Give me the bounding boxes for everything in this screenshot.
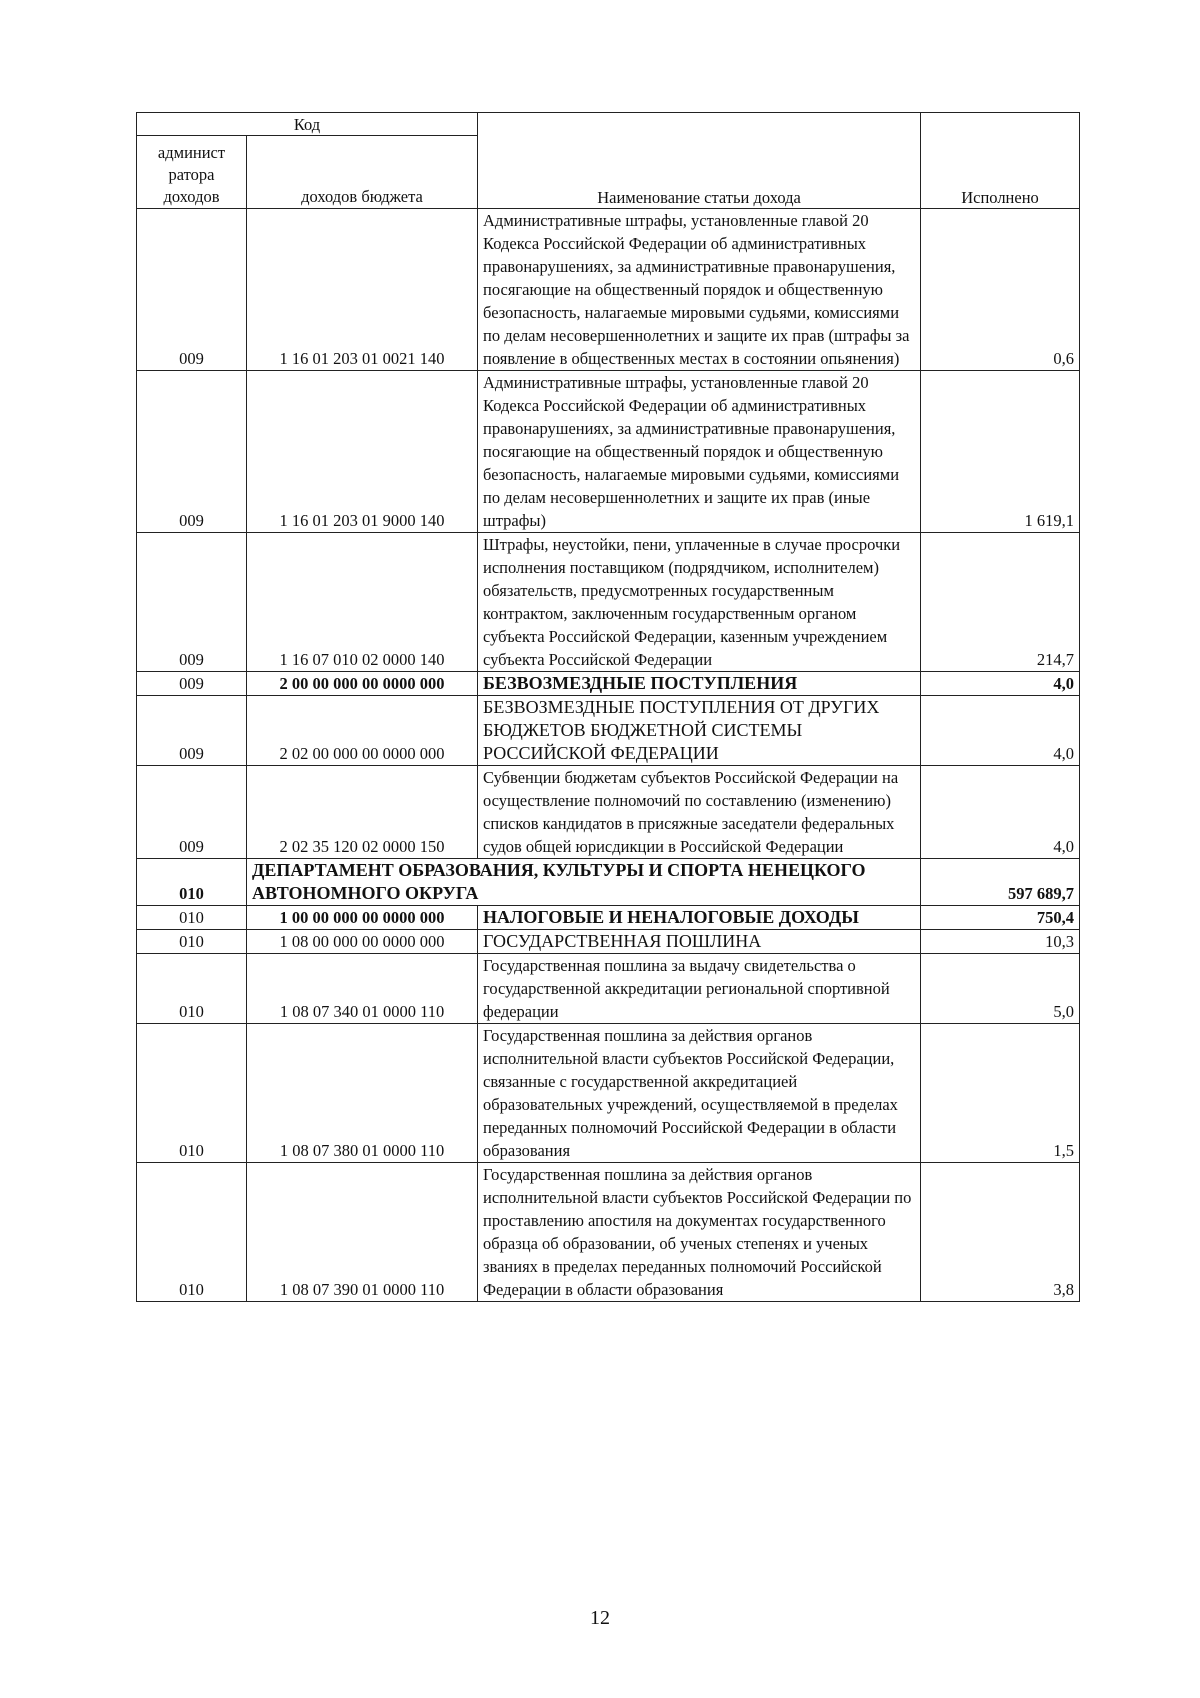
- income-name: ГОСУДАРСТВЕННАЯ ПОШЛИНА: [478, 930, 921, 954]
- executed-value: 597 689,7: [921, 859, 1080, 906]
- income-name: Государственная пошлина за действия органов исполнительной власти субъектов Российской Федерации по проставлению апостиля на документах государственного образца об образовании, об ученых степенях и ученых званиях в пределах переданных полномочий Российской Федерации в области образования: [478, 1163, 921, 1302]
- admin-code: 010: [137, 906, 247, 930]
- income-code: 1 08 07 340 01 0000 110: [247, 954, 478, 1024]
- executed-value: 1,5: [921, 1024, 1080, 1163]
- department-row: [137, 859, 1080, 906]
- header-budget-income: доходов бюджета: [247, 136, 478, 209]
- executed-value: 214,7: [921, 533, 1080, 672]
- header-name: Наименование статьи дохода: [478, 113, 921, 209]
- table-row: [137, 906, 1080, 930]
- income-code: 2 00 00 000 00 0000 000: [247, 672, 478, 696]
- admin-code: 009: [137, 672, 247, 696]
- table-row: [137, 766, 1080, 859]
- income-name: НАЛОГОВЫЕ И НЕНАЛОГОВЫЕ ДОХОДЫ: [478, 906, 921, 930]
- income-name: Субвенции бюджетам субъектов Российской Федерации на осуществление полномочий по составлению (изменению) списков кандидатов в присяжные заседатели федеральных судов общей юрисдикции в Российской Федерации: [478, 766, 921, 859]
- header-row: [137, 113, 1080, 136]
- admin-code: 009: [137, 533, 247, 672]
- header-admin: админист ратора доходов: [137, 136, 247, 209]
- income-table: [136, 112, 1080, 1302]
- income-code: 1 08 00 000 00 0000 000: [247, 930, 478, 954]
- table-row: [137, 930, 1080, 954]
- income-code: 1 16 01 203 01 9000 140: [247, 371, 478, 533]
- admin-code: 010: [137, 1024, 247, 1163]
- admin-code: 010: [137, 954, 247, 1024]
- admin-code: 010: [137, 1163, 247, 1302]
- executed-value: 5,0: [921, 954, 1080, 1024]
- executed-value: 10,3: [921, 930, 1080, 954]
- executed-value: 0,6: [921, 209, 1080, 371]
- table-row: [137, 371, 1080, 533]
- table-row: [137, 1163, 1080, 1302]
- table-row: [137, 1024, 1080, 1163]
- income-code: 1 16 01 203 01 0021 140: [247, 209, 478, 371]
- income-name: Административные штрафы, установленные главой 20 Кодекса Российской Федерации об административных правонарушениях, за административные правонарушения, посягающие на общественный порядок и общественную безопасность, налагаемые мировыми судьями, комиссиями по делам несовершеннолетних и защите их прав (иные штрафы): [478, 371, 921, 533]
- admin-code: 009: [137, 209, 247, 371]
- income-name: Государственная пошлина за действия органов исполнительной власти субъектов Российской Федерации, связанные с государственной аккредитацией образовательных учреждений, осуществляемой в пределах переданных полномочий Российской Федерации в области образования: [478, 1024, 921, 1163]
- executed-value: 4,0: [921, 696, 1080, 766]
- admin-code: 009: [137, 371, 247, 533]
- income-code: 2 02 35 120 02 0000 150: [247, 766, 478, 859]
- executed-value: 4,0: [921, 672, 1080, 696]
- income-name: БЕЗВОЗМЕЗДНЫЕ ПОСТУПЛЕНИЯ: [478, 672, 921, 696]
- income-code: 2 02 00 000 00 0000 000: [247, 696, 478, 766]
- department-name: ДЕПАРТАМЕНТ ОБРАЗОВАНИЯ, КУЛЬТУРЫ И СПОРТА НЕНЕЦКОГО АВТОНОМНОГО ОКРУГА: [247, 859, 921, 906]
- executed-value: 1 619,1: [921, 371, 1080, 533]
- admin-code: 010: [137, 859, 247, 906]
- page-number: 12: [590, 1607, 610, 1629]
- income-name: Штрафы, неустойки, пени, уплаченные в случае просрочки исполнения поставщиком (подрядчиком, исполнителем) обязательств, предусмотренных государственным контрактом, заключенным государственным органом субъекта Российской Федерации, казенным учреждением субъекта Российской Федерации: [478, 533, 921, 672]
- executed-value: 4,0: [921, 766, 1080, 859]
- executed-value: 3,8: [921, 1163, 1080, 1302]
- table-row: [137, 672, 1080, 696]
- table-row: [137, 209, 1080, 371]
- header-kod: Код: [137, 113, 478, 136]
- table-row: [137, 533, 1080, 672]
- income-name: Государственная пошлина за выдачу свидетельства о государственной аккредитации региональной спортивной федерации: [478, 954, 921, 1024]
- income-name: Административные штрафы, установленные главой 20 Кодекса Российской Федерации об административных правонарушениях, за административные правонарушения, посягающие на общественный порядок и общественную безопасность, налагаемые мировыми судьями, комиссиями по делам несовершеннолетних и защите их прав (штрафы за появление в общественных местах в состоянии опьянения): [478, 209, 921, 371]
- admin-code: 010: [137, 930, 247, 954]
- table-row: [137, 696, 1080, 766]
- admin-code: 009: [137, 766, 247, 859]
- table-row: [137, 954, 1080, 1024]
- income-name: БЕЗВОЗМЕЗДНЫЕ ПОСТУПЛЕНИЯ ОТ ДРУГИХ БЮДЖЕТОВ БЮДЖЕТНОЙ СИСТЕМЫ РОССИЙСКОЙ ФЕДЕРАЦИИ: [478, 696, 921, 766]
- income-code: 1 00 00 000 00 0000 000: [247, 906, 478, 930]
- admin-code: 009: [137, 696, 247, 766]
- header-executed: Исполнено: [921, 113, 1080, 209]
- income-code: 1 08 07 380 01 0000 110: [247, 1024, 478, 1163]
- executed-value: 750,4: [921, 906, 1080, 930]
- income-code: 1 16 07 010 02 0000 140: [247, 533, 478, 672]
- income-code: 1 08 07 390 01 0000 110: [247, 1163, 478, 1302]
